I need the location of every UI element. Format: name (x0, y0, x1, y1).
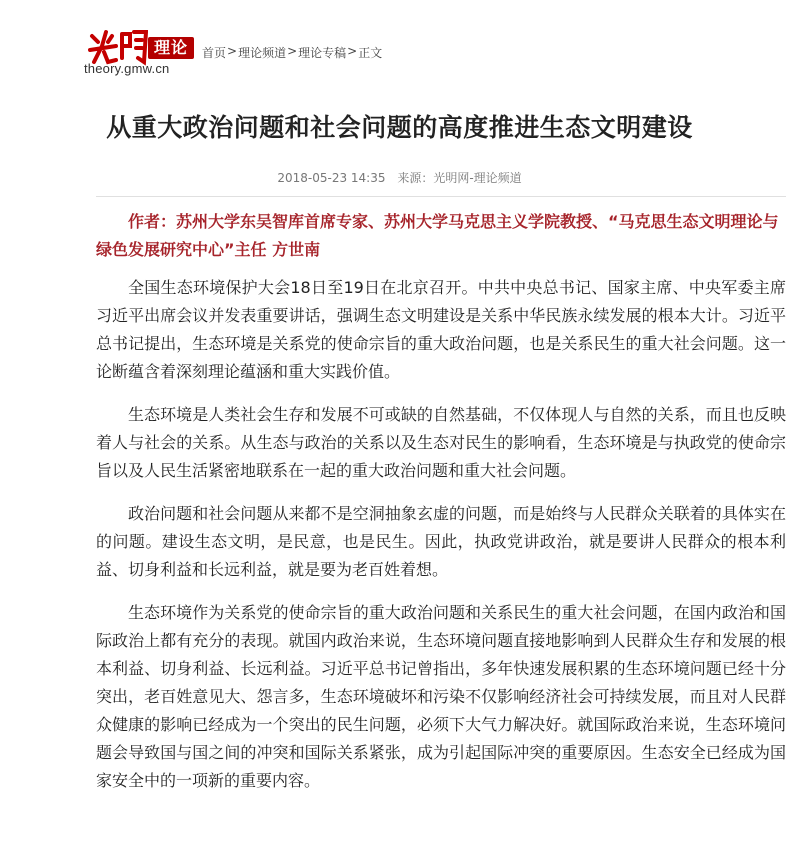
breadcrumb-theory-special[interactable]: 理论专稿 (298, 46, 347, 60)
logo-domain: theory.gmw.cn (84, 61, 170, 76)
breadcrumb-theory-channel[interactable]: 理论频道 (238, 46, 287, 60)
article-meta (0, 169, 799, 186)
breadcrumb-home[interactable]: 首页 (202, 46, 227, 60)
logo-badge: 理论 (148, 37, 194, 59)
article-paragraph: 生态环境是人类社会生存和发展不可或缺的自然基础，不仅体现人与自然的关系，而且也反映着人与社会的关系。从生态与政治的关系以及生态对民生的影响看，生态环境是与执政党的使命宗旨以及人民生活紧密地联系在一起的重大政治问题和重大社会问题。 (96, 405, 786, 480)
article-paragraph: 全国生态环境保护大会18日至19日在北京召开。中共中央总书记、国家主席、中央军委主席习近平出席会议并发表重要讲话，强调生态文明建设是关系中华民族永续发展的根本大计。习近平总书记提出，生态环境是关系党的使命宗旨的重大政治问题，也是关系民生的重大社会问题。这一论断蕴含着深刻理论蕴涵和重大实践价值。 (96, 278, 786, 381)
article-date: 2018-05-23 14:35 (277, 171, 386, 185)
divider (96, 196, 786, 197)
breadcrumb-separator: > (347, 44, 358, 58)
article-source: 来源：光明网-理论频道 (397, 171, 522, 185)
article-paragraph: 生态环境作为关系党的使命宗旨的重大政治问题和关系民生的重大社会问题，在国内政治和国际政治上都有充分的表现。就国内政治来说，生态环境问题直接地影响到人民群众生存和发展的根本利益、切身利益、长远利益。习近平总书记曾指出，多年快速发展积累的生态环境问题已经十分突出，老百姓意见大、怨言多，生态环境破坏和污染不仅影响经济社会可持续发展，而且对人民群众健康的影响已经成为一个突出的民生问题，必须下大气力解决好。就国际政治来说，生态环境问题会导致国与国之间的冲突和国际关系紧张，成为引起国际冲突的重要原因。生态安全已经成为国家安全中的一项新的重要内容。 (96, 603, 786, 790)
article-paragraph: 政治问题和社会问题从来都不是空洞抽象玄虚的问题，而是始终与人民群众关联着的具体实在的问题。建设生态文明，是民意，也是民生。因此，执政党讲政治，就是要讲人民群众的根本利益、切身利益和长远利益，就是要为老百姓着想。 (96, 504, 786, 579)
site-logo[interactable] (84, 28, 196, 78)
article-title: 从重大政治问题和社会问题的高度推进生态文明建设 (106, 113, 693, 142)
breadcrumb-separator: > (287, 44, 298, 58)
article-author: 作者：苏州大学东吴智库首席专家、苏州大学马克思主义学院教授、“马克思生态文明理论与绿色发展研究中心”主任 方世南 (96, 212, 779, 259)
breadcrumb (202, 44, 382, 61)
site-header (84, 28, 382, 82)
breadcrumb-current: 正文 (358, 46, 383, 60)
breadcrumb-separator: > (227, 44, 238, 58)
article-body (96, 208, 786, 810)
